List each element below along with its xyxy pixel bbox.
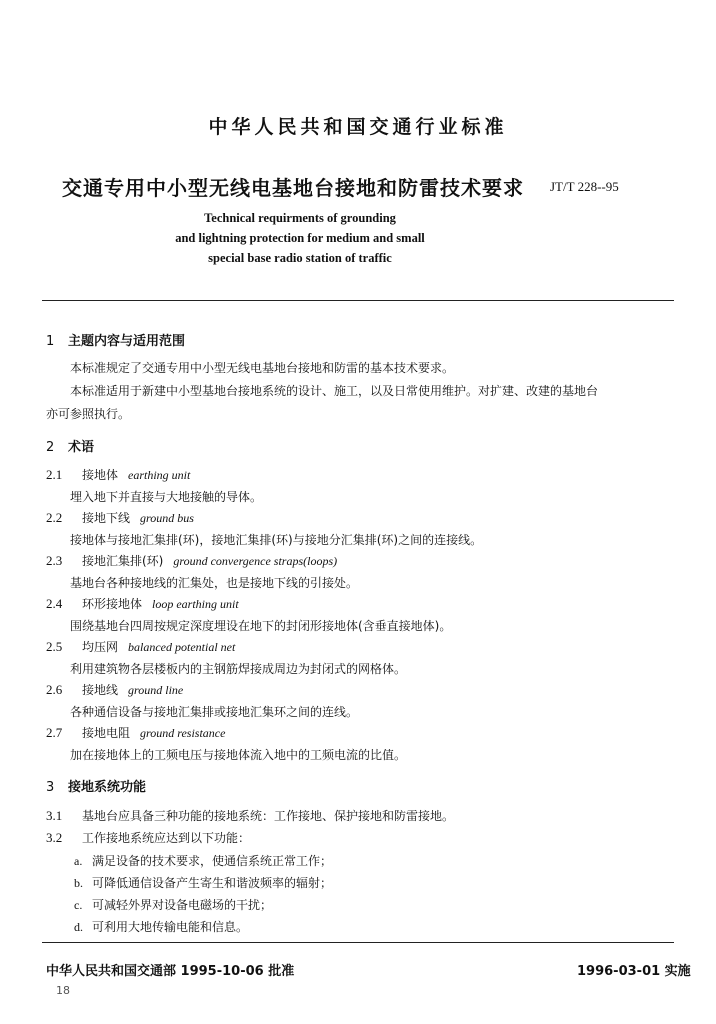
list-item-text: 可减轻外界对设备电磁场的干扰； (92, 898, 273, 912)
term-definition: 利用建筑物各层楼板内的主钢筋焊接成周边为封闭式的网格体。 (70, 662, 407, 676)
term-number: 2.7 (46, 725, 63, 740)
term-en: ground resistance (140, 726, 226, 740)
term-en: loop earthing unit (152, 597, 239, 611)
term-cn: 接地体 (82, 468, 119, 482)
term-cn: 均压网 (82, 640, 119, 654)
term-heading (46, 595, 239, 612)
section-heading (46, 436, 94, 455)
term-heading (46, 552, 337, 569)
clause-text: 基地台应具备三种功能的接地系统：工作接地、保护接地和防雷接地。 (82, 809, 455, 823)
standard-category-heading: 中华人民共和国交通行业标准 (208, 116, 508, 138)
list-item-label: b. (74, 876, 83, 890)
clause-number: 3.1 (46, 808, 63, 823)
approval-line: 中华人民共和国交通部 1995-10-06 批准 (46, 964, 295, 979)
term-definition: 各种通信设备与接地汇集排或接地汇集环之间的连线。 (70, 705, 359, 719)
effective-date: 1996-03-01 实施 (577, 964, 691, 979)
term-number: 2.1 (46, 467, 63, 482)
paragraph-continuation: 亦可参照执行。 (46, 407, 131, 421)
list-item-text: 可利用大地传输电能和信息。 (92, 920, 249, 934)
clause-number: 3.2 (46, 830, 63, 845)
term-definition: 围绕基地台四周按规定深度埋设在地下的封闭形接地体(含垂直接地体)。 (70, 619, 452, 633)
term-en: ground convergence straps(loops) (173, 554, 338, 568)
clause (46, 807, 454, 824)
term-number: 2.4 (46, 596, 63, 611)
term-en: ground line (128, 683, 184, 697)
list-item (74, 896, 272, 913)
term-cn: 接地汇集排(环) (82, 554, 164, 568)
term-number: 2.5 (46, 639, 63, 654)
paragraph: 本标准规定了交通专用中小型无线电基地台接地和防雷的基本技术要求。 (70, 361, 455, 375)
term-definition: 埋入地下并直接与大地接触的导体。 (70, 490, 263, 504)
section-heading (46, 330, 185, 349)
list-item (74, 874, 332, 891)
list-item-text: 可降低通信设备产生寄生和谐波频率的辐射； (92, 876, 333, 890)
term-number: 2.2 (46, 510, 63, 525)
section-title: 术语 (68, 440, 95, 455)
section-title: 接地系统功能 (68, 780, 147, 795)
section-heading (46, 776, 146, 795)
term-heading (46, 638, 235, 655)
term-definition: 基地台各种接地线的汇集处，也是接地下线的引接处。 (70, 576, 359, 590)
term-cn: 接地下线 (82, 511, 131, 525)
header-divider (42, 300, 674, 301)
list-item-text: 满足设备的技术要求，使通信系统正常工作； (92, 854, 333, 868)
term-heading (46, 509, 194, 526)
term-cn: 接地线 (82, 683, 119, 697)
section-number: 2 (46, 440, 55, 455)
term-heading (46, 681, 183, 698)
english-title-line: special base radio station of traffic (208, 251, 392, 265)
term-cn: 接地电阻 (82, 726, 131, 740)
term-number: 2.6 (46, 682, 63, 697)
term-definition: 加在接地体上的工频电压与接地体流入地中的工频电流的比值。 (70, 748, 407, 762)
term-number: 2.3 (46, 553, 63, 568)
term-en: earthing unit (128, 468, 191, 482)
section-number: 1 (46, 334, 55, 349)
term-heading (46, 466, 190, 483)
term-heading (46, 724, 225, 741)
list-item-label: c. (74, 898, 83, 912)
footer-divider (42, 942, 674, 943)
term-en: ground bus (140, 511, 194, 525)
page-number: 18 (56, 984, 70, 997)
term-en: balanced potential net (128, 640, 236, 654)
section-number: 3 (46, 780, 55, 795)
clause-text: 工作接地系统应达到以下功能： (82, 831, 251, 845)
list-item (74, 918, 248, 935)
list-item-label: d. (74, 920, 83, 934)
list-item-label: a. (74, 854, 83, 868)
list-item (74, 852, 332, 869)
section-title: 主题内容与适用范围 (68, 334, 186, 349)
document-title: 交通专用中小型无线电基地台接地和防雷技术要求 (62, 176, 524, 200)
standard-code: JT/T 228--95 (550, 179, 619, 194)
term-cn: 环形接地体 (82, 597, 143, 611)
clause (46, 829, 250, 846)
english-title-line: Technical requirments of grounding (204, 211, 396, 225)
paragraph: 本标准适用于新建中小型基地台接地系统的设计、施工，以及日常使用维护。对扩建、改建的基地台 (70, 384, 599, 398)
english-title-line: and lightning protection for medium and small (175, 231, 425, 245)
term-definition: 接地体与接地汇集排(环)，接地汇集排(环)与接地分汇集排(环)之间的连接线。 (70, 533, 483, 547)
english-title (0, 208, 600, 268)
